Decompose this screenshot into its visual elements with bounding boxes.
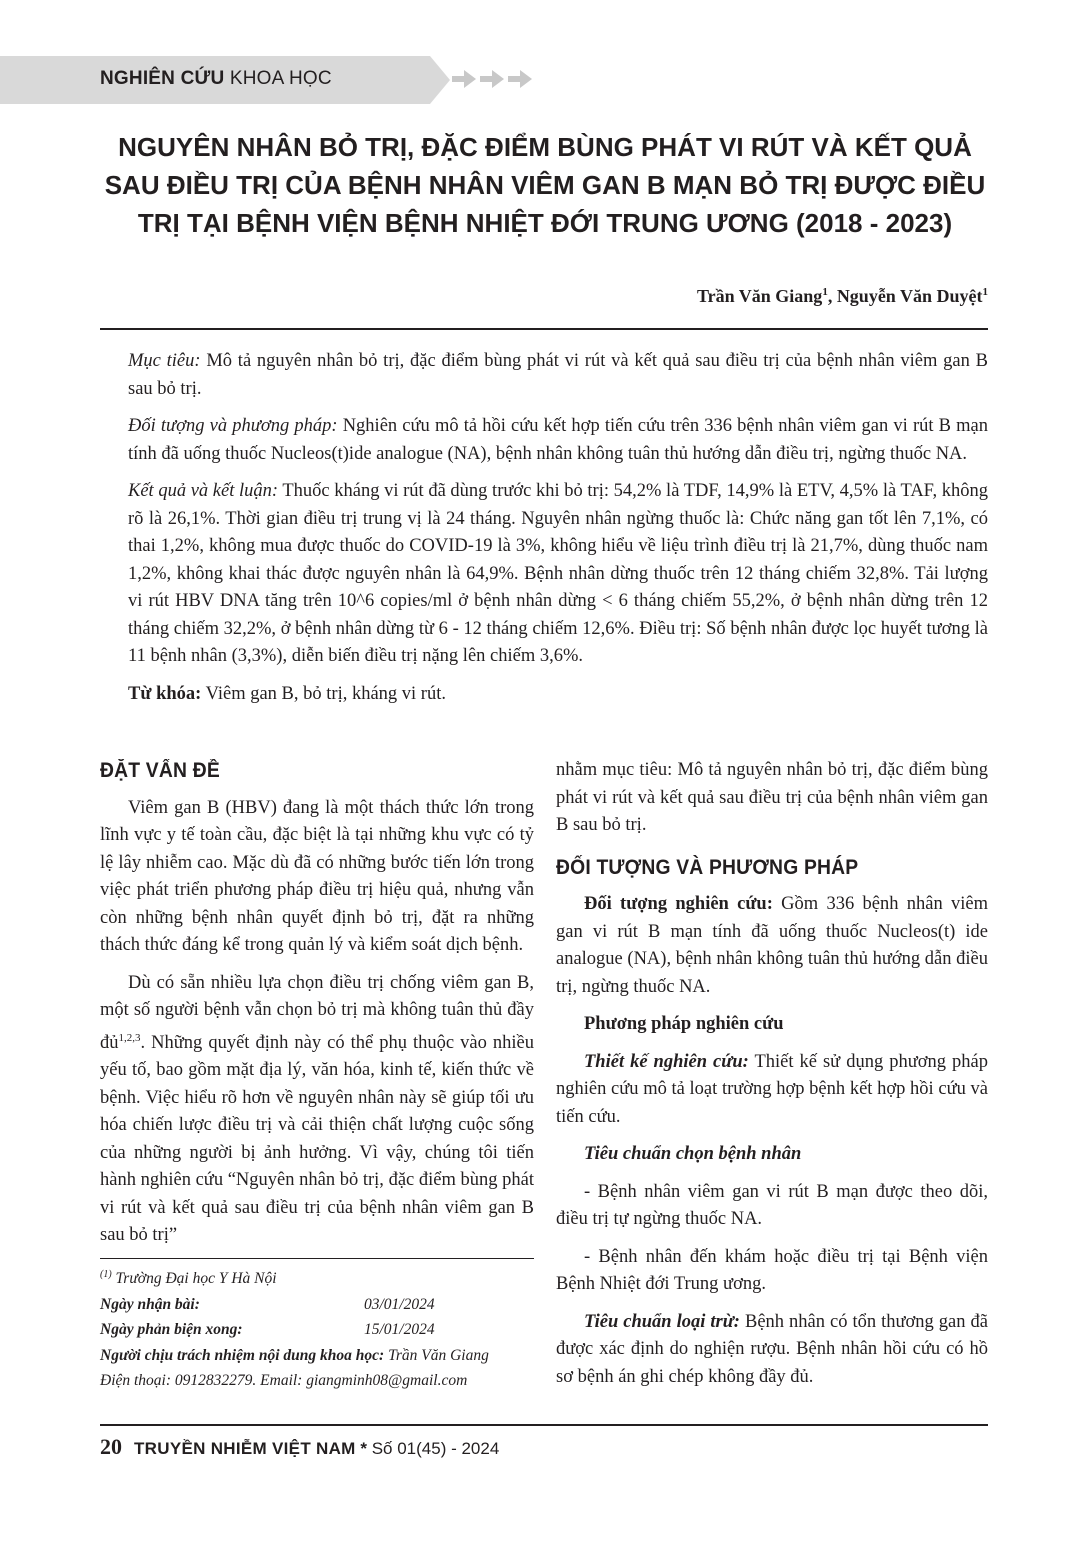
paragraph-label: Đối tượng nghiên cứu: [584, 894, 773, 914]
received-row [100, 1292, 540, 1318]
paragraph [556, 1309, 988, 1392]
paragraph [556, 891, 988, 1001]
abstract-label: Đối tượng và phương pháp: [128, 416, 338, 436]
page-footer [100, 1434, 499, 1460]
reviewed-label: Ngày phản biện xong: [100, 1321, 243, 1339]
citation-ref: 1,2,3 [118, 1031, 141, 1044]
received-label: Ngày nhận bài: [100, 1295, 200, 1313]
divider [100, 328, 988, 330]
paragraph-text: Bệnh nhân có tổn thương gan đã được xác định do nghiện rượu. Bệnh nhân hồi cứu có hồ sơ bệnh án ghi chép không đầy đủ. [556, 1311, 988, 1387]
footnotes [100, 1262, 540, 1394]
page-number: 20 [100, 1434, 122, 1459]
author-separator: , [827, 286, 837, 306]
section-label [100, 68, 332, 90]
article-title: NGUYÊN NHÂN BỎ TRỊ, ĐẶC ĐIỂM BÙNG PHÁT VI RÚT VÀ KẾT QUẢ SAU ĐIỀU TRỊ CỦA BỆNH NHÂN VIÊM GAN B MẠN BỎ TRỊ ĐƯỢC ĐIỀU TRỊ TẠI BỆNH VIỆN BỆNH NHIỆT ĐỚI TRUNG ƯƠNG (2018 - 2023) [104, 132, 986, 238]
responsible-row [100, 1343, 540, 1369]
responsible-label: Người chịu trách nhiệm nội dung khoa học: [100, 1346, 385, 1364]
responsible-name: Trần Văn Giang [384, 1346, 489, 1364]
contact-info: Điện thoại: 0912832279. Email: giangminh08@gmail.com [100, 1372, 468, 1390]
section-heading: ĐỐI TƯỢNG VÀ PHƯƠNG PHÁP [556, 855, 859, 879]
paragraph-text: Dù có sẵn nhiều lựa chọn điều trị chống viêm gan B, một số người bệnh vẫn chọn bỏ trị mà không tuân thủ đầy đủ [100, 972, 534, 1053]
list-item: - Bệnh nhân viêm gan vi rút B mạn được theo dõi, điều trị tự ngừng thuốc NA. [556, 1181, 988, 1229]
paragraph-text: . Những quyết định này có thể phụ thuộc vào nhiều yếu tố, bao gồm mặt địa lý, văn hóa, kinh tế, kiến thức về bệnh. Việc hiểu rõ hơn về nguyên nhân này sẽ giúp tối ưu hóa chiến lược điều trị và cải thiện chất lượng cuộc sống của những người bị ảnh hưởng. Vì vậy, chúng tôi tiến hành nghiên cứu “Nguyên nhân bỏ trị, đặc điểm bùng phát vi rút và kết quả sau điều trị của bệnh nhân viêm gan B sau bỏ trị” [100, 1032, 534, 1246]
left-column [100, 757, 534, 1260]
paragraph-label: Thiết kế nghiên cứu: [584, 1051, 749, 1072]
affiliation [100, 1262, 540, 1292]
subheading: Phương pháp nghiên cứu [584, 1014, 784, 1034]
paragraph-label: Tiêu chuẩn loại trừ: [584, 1311, 740, 1332]
abstract-methods [128, 413, 988, 468]
section-heading: ĐẶT VẤN ĐỀ [100, 759, 220, 782]
abstract-text: Thuốc kháng vi rút đã dùng trước khi bỏ trị: 54,2% là TDF, 14,9% là ETV, 4,5% là TAF, không rõ là 26,1%. Thời gian điều trị trung vị là 24 tháng. Nguyên nhân ngừng thuốc là: Chức năng gan tốt lên 7,1%, có thai 1,2%, không mua được thuốc do COVID-19 là 3%, không hiểu về liệu trình điều trị là 21,7%, dùng thuốc nam 1,2%, không khai thác được nguyên nhân là 64,9%. Bệnh nhân dừng thuốc trên 12 tháng chiếm 32,8%. Tải lượng vi rút HBV DNA tăng trên 10^6 copies/ml ở bệnh nhân dừng < 6 tháng chiếm 55,2%, ở bệnh nhân dừng trên 12 tháng chiếm 32,2%, ở bệnh nhân dừng từ 6 - 12 tháng chiếm 12,6%. Điều trị: Số bệnh nhân được lọc huyết tương là 11 bệnh nhân (3,3%), diễn biến điều trị nặng lên chiếm 3,6%. [128, 481, 989, 666]
footer-divider [100, 1424, 988, 1426]
list-item: - Bệnh nhân đến khám hoặc điều trị tại Bệnh viện Bệnh Nhiệt đới Trung ương. [556, 1246, 988, 1294]
author-affiliation-mark: 1 [982, 286, 988, 298]
abstract-label: Mục tiêu: [128, 351, 201, 371]
paragraph: nhằm mục tiêu: Mô tả nguyên nhân bỏ trị, đặc điểm bùng phát vi rút và kết quả sau điều trị của bệnh nhân viêm gan B sau bỏ trị. [556, 760, 988, 835]
paragraph [556, 1049, 988, 1132]
section-label-rest: KHOA HỌC [229, 68, 332, 89]
author-affiliation-mark: 1 [822, 286, 828, 298]
keywords-label: Từ khóa: [128, 683, 202, 704]
reviewed-date: 15/01/2024 [364, 1321, 435, 1339]
abstract-objective [128, 348, 988, 403]
journal-issue: Số 01(45) - 2024 [371, 1439, 500, 1458]
affiliation-mark: (1) [100, 1269, 112, 1280]
affiliation-text: Trường Đại học Y Hà Nội [111, 1270, 277, 1288]
abstract-label: Kết quả và kết luận: [128, 481, 279, 501]
abstract-text: Nghiên cứu mô tả hồi cứu kết hợp tiến cứu trên 336 bệnh nhân viêm gan vi rút B mạn tính đã uống thuốc Nucleos(t)ide analogue (NA), bệnh nhân không tuân thủ hướng dẫn điều trị, ngừng thuốc NA. [128, 416, 988, 464]
author-name: Trần Văn Giang [696, 286, 823, 306]
paragraph [100, 970, 534, 1250]
paragraph-text: Gồm 336 bệnh nhân viêm gan vi rút B mạn tính đã uống thuốc Nucleos(t) ide analogue (NA), bệnh nhân không tuân thủ hướng dẫn điều trị, ngừng thuốc NA. [556, 894, 988, 997]
journal-name: TRUYỀN NHIỄM VIỆT NAM [134, 1439, 356, 1458]
received-date: 03/01/2024 [364, 1295, 435, 1313]
abstract-text: Mô tả nguyên nhân bỏ trị, đặc điểm bùng phát vi rút và kết quả sau điều trị của bệnh nhân viêm gan B sau bỏ trị. [128, 351, 989, 399]
paragraph: Viêm gan B (HBV) đang là một thách thức lớn trong lĩnh vực y tế toàn cầu, đặc biệt là tại những khu vực có tỷ lệ lây nhiễm cao. Mặc dù đã có những bước tiến lớn trong việc phát triển phương pháp điều trị hiệu quả, nhưng vẫn còn những bệnh nhân quyết định bỏ trị, đặt ra những thách thức đáng kể trong quản lý và kiểm soát dịch bệnh. [100, 797, 534, 955]
author-name: Nguyễn Văn Duyệt [836, 286, 983, 306]
abstract [128, 348, 988, 718]
section-label-bold: NGHIÊN CỨU [100, 68, 225, 89]
footnote-divider [100, 1258, 534, 1259]
abstract-keywords [128, 681, 988, 709]
authors [697, 286, 988, 307]
subheading: Tiêu chuẩn chọn bệnh nhân [584, 1144, 802, 1164]
arrow-right-icon [480, 66, 504, 92]
decorative-arrows [452, 66, 532, 92]
paragraph-text: Thiết kế sử dụng phương pháp nghiên cứu mô tả loạt trường hợp bệnh kết hợp hồi cứu và tiến cứu. [556, 1051, 988, 1127]
reviewed-row [100, 1317, 540, 1343]
arrow-right-icon [452, 66, 476, 92]
separator-star: * [355, 1439, 372, 1458]
journal-info [134, 1439, 499, 1459]
right-column [556, 757, 988, 1401]
keywords-text: Viêm gan B, bỏ trị, kháng vi rút. [201, 683, 446, 704]
abstract-results [128, 478, 988, 671]
arrow-right-icon [508, 66, 532, 92]
